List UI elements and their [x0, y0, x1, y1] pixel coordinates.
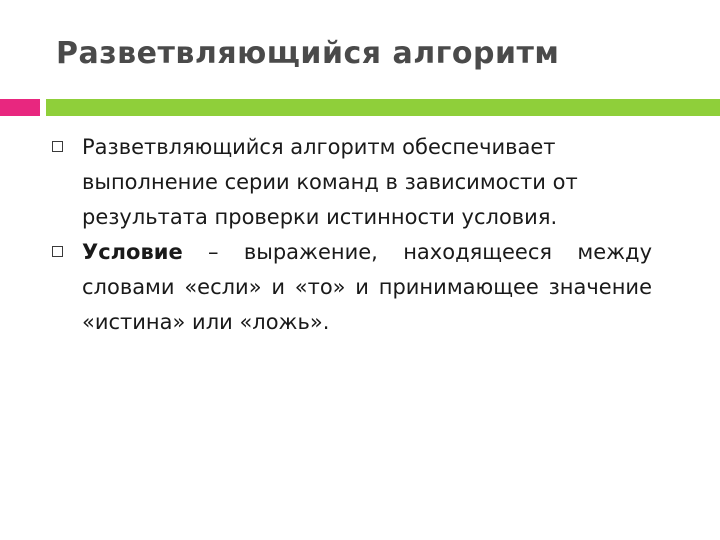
accent-bar-pink [0, 99, 40, 116]
list-item [52, 130, 652, 235]
bullet-list [52, 130, 652, 340]
slide-title: Разветвляющийся алгоритм [56, 36, 560, 71]
bullet-text: – выражение, находящееся между словами «если» и «то» и принимающее значение «истина» или «ложь». [82, 240, 652, 334]
bullet-term: Условие [82, 240, 183, 264]
square-bullet-icon [52, 246, 63, 257]
square-bullet-icon [52, 141, 63, 152]
list-item [52, 235, 652, 340]
bullet-text: Разветвляющийся алгоритм обеспечивает выполнение серии команд в зависимости от результата проверки истинности условия. [82, 135, 578, 229]
accent-bar-green [46, 99, 720, 116]
